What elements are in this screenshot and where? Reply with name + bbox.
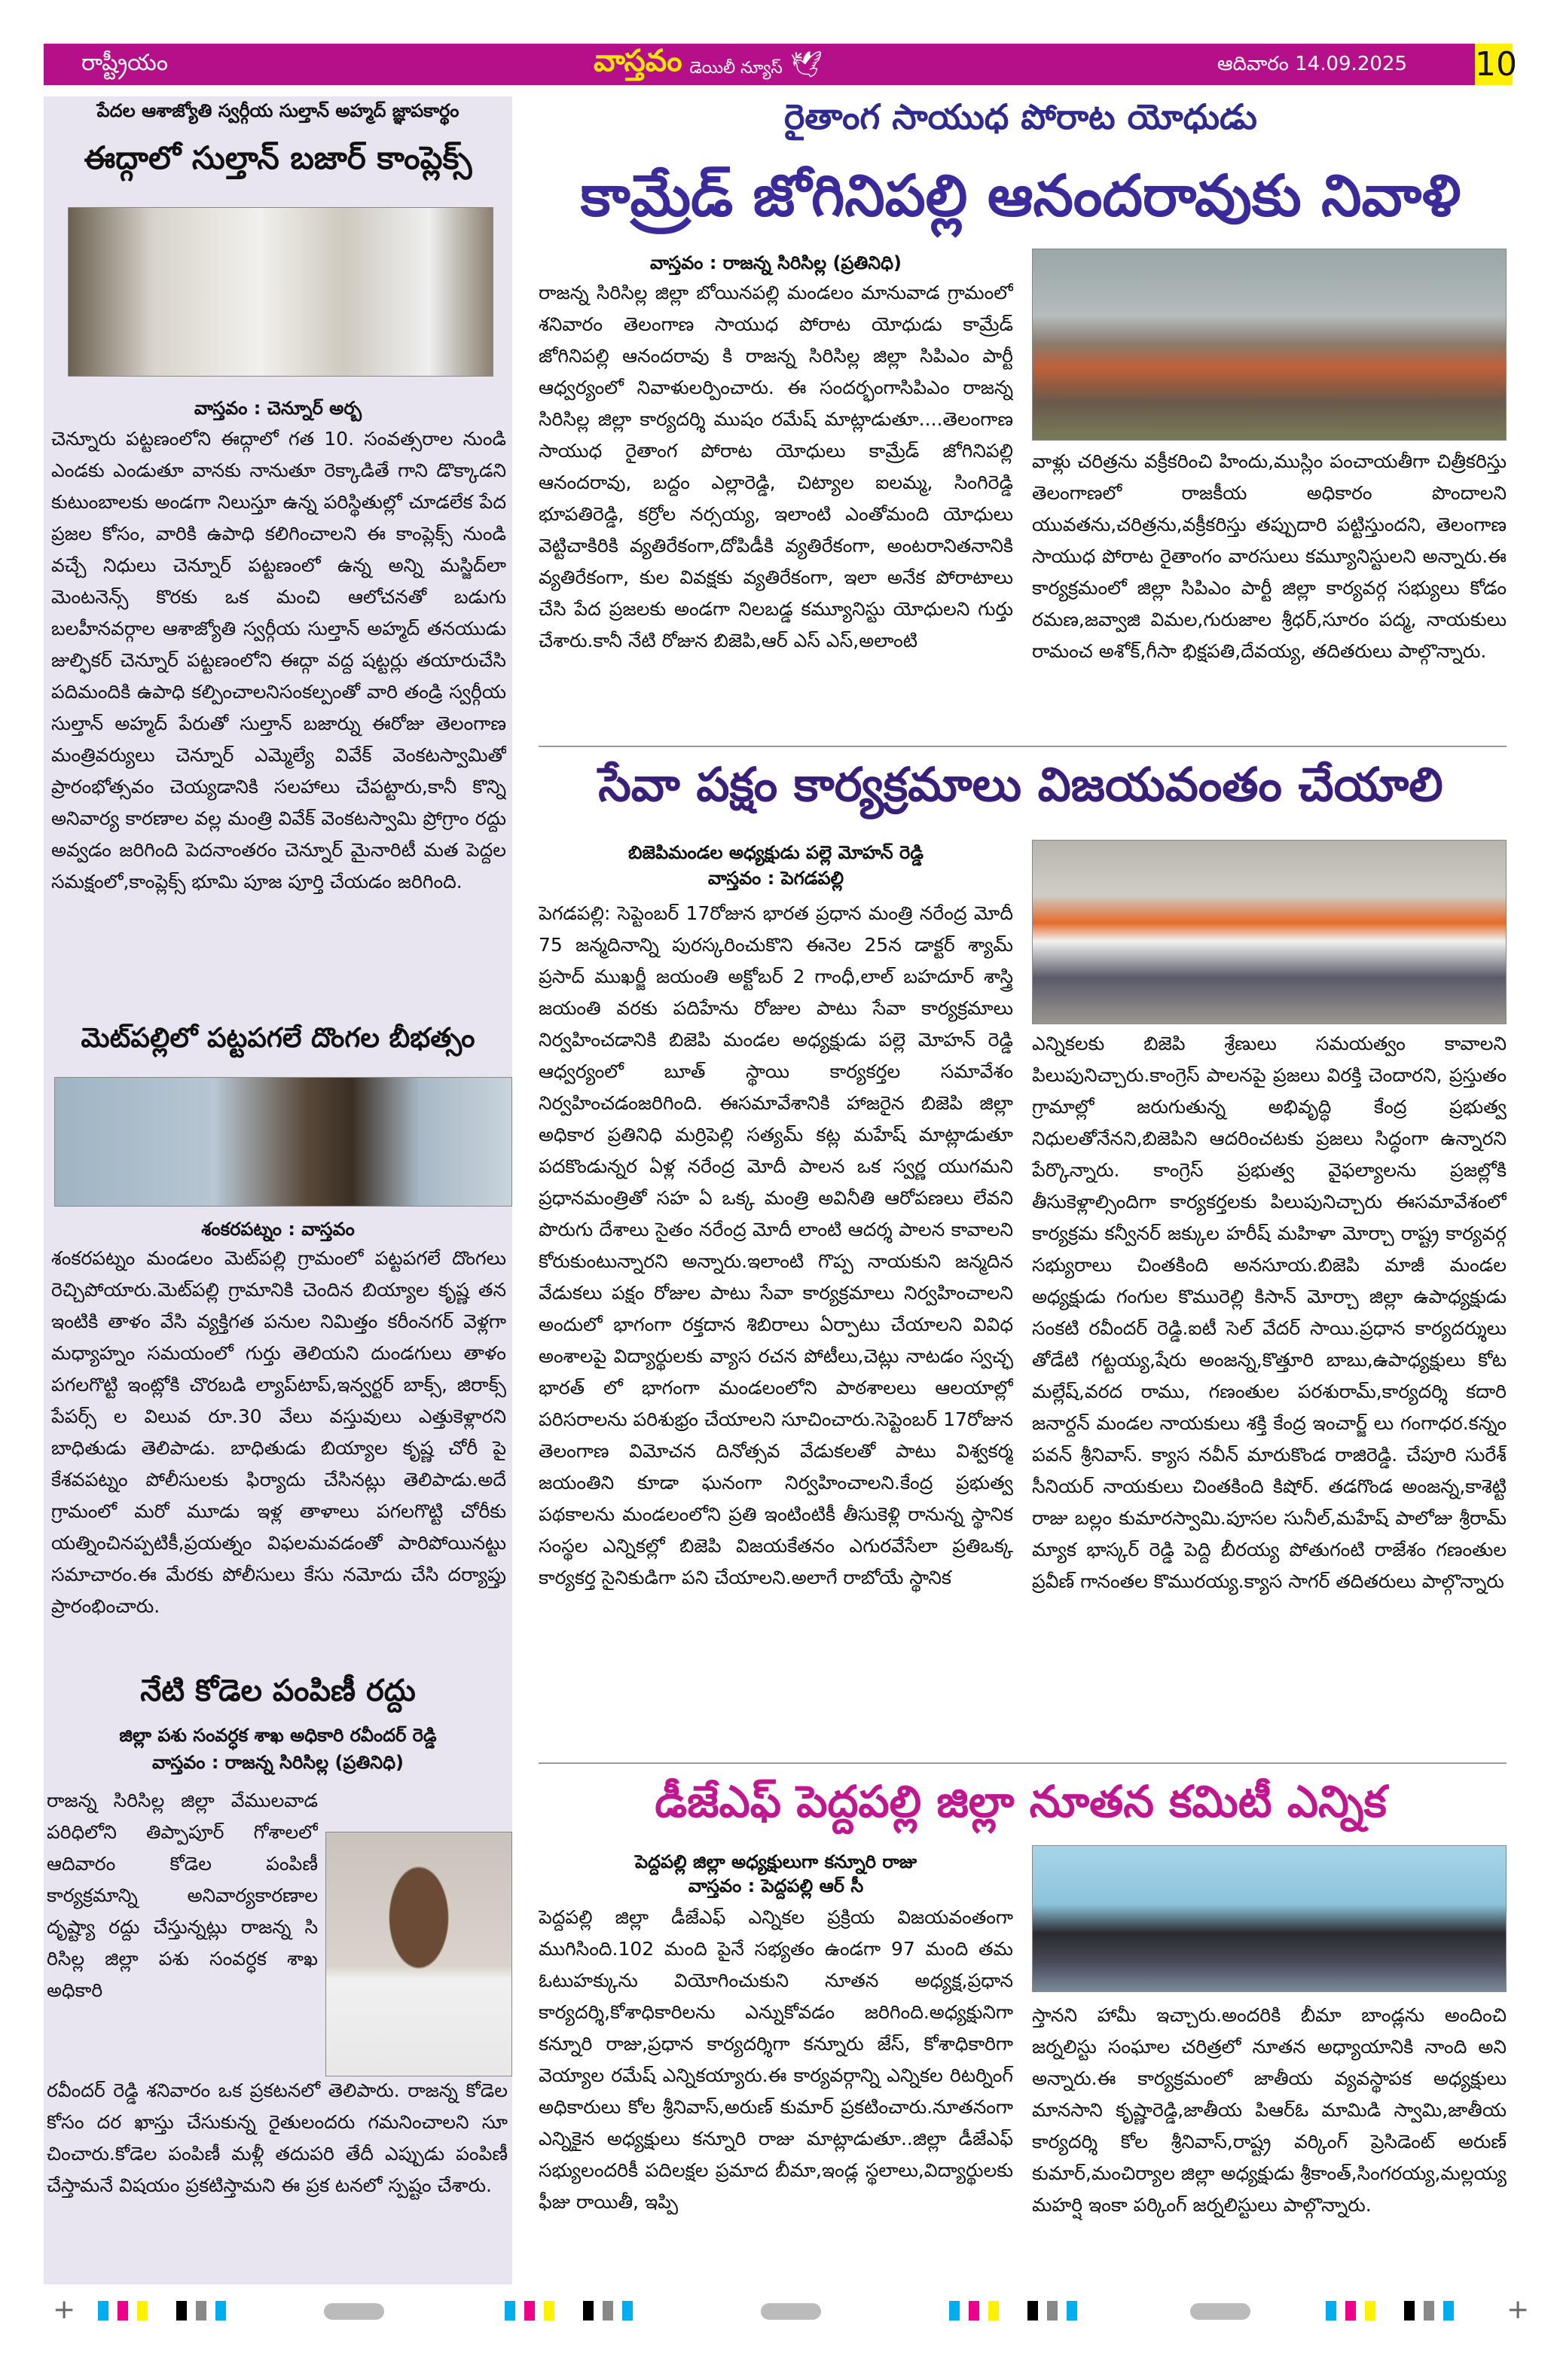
- article-subline: బిజెపిమండల అధ్యక్షుడు పల్లె మోహన్ రెడ్డి: [628, 842, 924, 863]
- divider: [539, 746, 1507, 747]
- color-bar: [544, 2301, 554, 2320]
- color-bar: [622, 2301, 633, 2320]
- color-bar: [215, 2301, 226, 2320]
- issue-date: ఆదివారం 14.09.2025: [1217, 53, 1407, 75]
- color-bar: [137, 2301, 148, 2320]
- article-dateline: వాస్తవం : రాజన్న సిరిసిల్ల (ప్రతినిధి): [649, 252, 902, 273]
- masthead-sub: డెయిలీ న్యూస్: [689, 58, 783, 78]
- article-headline: సేవా పక్షం కార్యక్రమాలు విజయవంతం చేయాలి: [598, 757, 1443, 812]
- article-subline: పెద్దపల్లి జిల్లా అధ్యక్షులుగా కన్నూరి రాజు: [634, 1851, 917, 1872]
- color-bar: [196, 2301, 206, 2320]
- page-number: 10: [1475, 45, 1517, 84]
- color-bar: [603, 2301, 613, 2320]
- article-dateline: వాస్తవం : పెగడపల్లి: [707, 868, 844, 889]
- gray-registration-pill: [324, 2303, 384, 2320]
- color-bar: [1385, 2301, 1395, 2320]
- photo-meeting-speakers: [68, 207, 493, 377]
- color-bar: [98, 2301, 108, 2320]
- photo-official-portrait: [325, 1832, 512, 2076]
- color-bar: [505, 2301, 515, 2320]
- page-banner: [44, 44, 1475, 85]
- color-bar: [563, 2301, 574, 2320]
- article-subline: జిల్లా పశు సంవర్ధక శాఖ అధికారి రవీందర్ రెడ్డి: [119, 1725, 437, 1746]
- color-bar: [1047, 2301, 1058, 2320]
- article-dateline: శంకరపట్నం : వాస్తవం: [201, 1219, 355, 1240]
- article-body: రాజన్న సిరిసిల్ల జిల్లా బోయినపల్లి మండలం మానువాడ గ్రామంలో శనివారం తెలంగాణ సాయుధ పోరాట యోధుడు కామ్రేడ్ జోగినిపల్లి ఆనందరావు కి రాజన్న సిరిసిల్ల జిల్లా సిపిఎం పార్టీ ఆధ్వర్యంలో నివాళులర్పించారు. ఈ సందర్భంగాసిపిఎం రాజన్న సిరిసిల్ల జిల్లా కార్యదర్శి ముషం రమేష్ మాట్లాడుతూ....తెలంగాణ సాయుధ రైతాంగ పోరాట యోధులు కామ్రేడ్ జోగినిపల్లి ఆనందరావు, బద్దం ఎల్లారెడ్డి, చిట్యాల ఐలమ్మ, సింగిరెడ్డి భూపతిరెడ్డి, కర్రోల నర్సయ్య, ఇలాంటి ఎంతోమంది యోధులు వెట్టిచాకిరికి వ్యతిరేకంగా,దోపిడీకి వ్యతిరేకంగా, అంటరానితనానికి వ్యతిరేకంగా, కుల వివక్షకు వ్యతిరేకంగా, ఇలా అనేక పోరాటాలు చేసి పేద ప్రజలకు అండగా నిలబడ్డ కమ్యూనిస్టు యోధులని గుర్తు చేశారు.కానీ నేటి రోజున బిజెపి,ఆర్ ఎస్ ఎస్,అలాంటి: [539, 282, 1013, 651]
- color-bar: [176, 2301, 187, 2320]
- article-kicker: పేదల ఆశాజ్యోతి స్వర్గీయ సుల్తాన్ అహ్మద్ జ్ఞాపకార్థం: [96, 100, 459, 121]
- article-body: ఎన్నికలకు బిజెపి శ్రేణులు సమయత్వం కావాలని పిలుపునిచ్చారు.కాంగ్రెస్ పాలనపై ప్రజలు విరక్తి చెందారని, ప్రస్తుతం గ్రామాల్లో జరుగుతున్న అభివృద్ధి కేంద్ర ప్రభుత్వ నిధులతోనేనని,బిజెపిని ఆదరించటకు ప్రజలు సిద్ధంగా ఉన్నారని పేర్కొన్నారు. కాంగ్రెస్ ప్రభుత్వ వైఫల్యాలను ప్రజల్లోకి తీసుకెళ్లాల్సిందిగా కార్యకర్తలకు పిలుపునిచ్చారు ఈసమావేశంలో కార్యక్రమ కన్వీనర్ జక్కుల హరీష్ మహిళా మోర్చా రాష్ట్ర కార్యవర్గ సభ్యురాలు చింతకింది అనసూయ.బిజెపి మాజీ మండల అధ్యక్షుడు గంగుల కొమురెల్లి కిసాన్ మోర్చా జిల్లా ఉపాధ్యక్షుడు సంకటి రవీందర్ రెడ్డి.ఐటీ సెల్ వేదర్ సాయి.ప్రధాన కార్యదర్శులు తోడేటి గట్టయ్య,షేరు అంజన్న,కొత్తూరి బాబు,ఉపాధ్యక్షులు కోట మల్లేష్,వరద రాము, గణంతుల పరశురామ్,కార్యదర్శి కదారి జనార్దన్ మండల నాయకులు శక్తి కేంద్ర ఇంచార్జ్ లు గంగాధర.కన్నం పవన్ శ్రీనివాస్. క్యాస నవీన్ మారుకొండ రాజిరెడ్డి. చేపూరి సురేశ్ సీనియర్ నాయకులు చింతకింది కిషోర్. తడగొండ అంజన్న,కాశెట్టి రాజు బల్లం కుమారస్వామి.పూసల సునీల్,మహేష్ పాలోజు శ్రీరామ్ మ్యాక భాస్కర్ రెడ్డి పెద్ది బీరయ్య పోతుగంటి రాజేశం గణంతుల ప్రవీణ్ గానంతల కొమురయ్య.క్యాస సాగర్ తదితరులు పాల్గొన్నారు: [1032, 1033, 1507, 1592]
- color-bar: [1027, 2301, 1038, 2320]
- article-headline: ఈద్గాలో సుల్తాన్ బజార్ కాంప్లెక్స్: [84, 139, 472, 176]
- color-bar: [1424, 2301, 1434, 2320]
- crop-mark-icon: +: [53, 2294, 76, 2325]
- color-bar: [1443, 2301, 1454, 2320]
- article-body: చెన్నూరు పట్టణంలోని ఈద్గాలో గత 10. సంవత్సరాల నుండి ఎండకు ఎండుతూ వానకు నానుతూ రెక్కాడితే గాని డొక్కాడని కుటుంబాలకు అండగా నిలుస్తూ ఉన్న పరిస్థితుల్లో చూడలేక పేద ప్రజల కోసం, వారికి ఉపాధి కలిగించాలని ఈ కాంప్లెక్స్ నుండి వచ్చే నిధులు చెన్నూర్ పట్టణంలో ఉన్న అన్ని మస్జిద్‌లా మెంటనెన్స్ కొరకు ఒక మంచి ఆలోచనతో బడుగు బలహీనవర్గాల ఆశాజ్యోతి స్వర్గీయ సుల్తాన్ అహ్మద్ తనయుడు జుల్ఫికర్ చెన్నూర్ పట్టణంలోని ఈద్గా వద్ద షట్టర్లు తయారుచేసి పదిమందికి ఉపాధి కల్పించాలనిసంకల్పంతో వారి తండ్రి స్వర్గీయ సుల్తాన్ అహ్మద్ పేరుతో సుల్తాన్ బజార్ను ఈరోజు తెలంగాణ మంత్రివర్యులు చెన్నూర్ ఎమ్మెల్యే వివేక్ వెంకటస్వామితో ప్రారంభోత్సవం చెయ్యడానికి సలహాలు చేపట్టారు,కానీ కొన్ని అనివార్య కారణాల వల్ల మంత్రి వివేక్ వెంకటస్వామి ప్రోగ్రాం రద్దు అవ్వడం జరిగింది పెదనాంతరం చెన్నూర్ మైనారిటీ మత పెద్దల సమక్షంలో,కాంప్లెక్స్ భూమి పూజ పూర్తి చేయడం జరిగింది.: [51, 428, 506, 892]
- article-headline: మెట్‌పల్లిలో పట్టపగలే దొంగల బీభత్సం: [81, 1023, 475, 1054]
- masthead: [594, 44, 823, 85]
- color-bar: [1404, 2301, 1415, 2320]
- article-body: రాజన్న సిరిసిల్ల జిల్లా వేములవాడ పరిధిలోని తిప్పాపూర్ గోశాలలో ఆదివారం కోడెల పంపిణీ కార్యక్రమాన్ని అనివార్యకారణాల దృష్ట్యా రద్దు చేస్తున్నట్లు రాజన్న సి రిసిల్ల జిల్లా పశు సంవర్ధక శాఖ అధికారి: [47, 1790, 318, 2001]
- color-bar: [1345, 2301, 1356, 2320]
- gray-registration-pill: [761, 2303, 821, 2320]
- crop-mark-icon: +: [1507, 2294, 1530, 2325]
- article-body: వాళ్లు చరిత్రను వక్రీకరించి హిందు,ముస్లిం పంచాయతీగా చిత్రీకరిస్తు తెలంగాణలో రాజకీయ అధికారం పొందాలని యువతను,చరిత్రను,వక్రీకరిస్తు తప్పుదారి పట్టిస్తుందని, తెలంగాణ సాయుధ పోరాట రైతాంగం వారసులు కమ్యూనిస్టులని అన్నారు.ఈ కార్యక్రమంలో జిల్లా సిపిఎం పార్టీ జిల్లా కార్యవర్గ సభ్యులు కోడం రమణ,జవ్వాజి విమల,గురుజాల శ్రీధర్,సూరం పద్మ, నాయకులు రామంచ అశోక్,గీసా భిక్షపతి,దేవయ్య, తదితరులు పాల్గొన్నారు.: [1032, 450, 1507, 662]
- article-dateline: వాస్తవం : చెన్నూర్ అర్బ: [194, 398, 362, 419]
- divider: [539, 1762, 1507, 1764]
- color-bar: [1365, 2301, 1375, 2320]
- article-body: శంకరపట్నం మండలం మెట్‌పల్లి గ్రామంలో పట్టపగలే దొంగలు రెచ్చిపోయారు.మెట్‌పల్లి గ్రామానికి చెందిన బియ్యాల కృష్ణ తన ఇంటికి తాళం వేసి వ్యక్తిగత పనుల నిమిత్తం కరీంనగర్ వెళ్లగా మధ్యాహ్నం సమయంలో గుర్తు తెలియని దుండగులు తాళం పగలగొట్టి ఇంట్లోకి చొరబడి ల్యాప్‌టాప్,ఇన్వర్టర్ బాక్స్, జిరాక్స్ పేపర్స్ ల విలువ రూ.30 వేలు వస్తువులు ఎత్తుకెళ్లారని బాధితుడు తెలిపాడు. బాధితుడు బియ్యాల కృష్ణ చోరీ పై కేశవపట్నం పోలీసులకు ఫిర్యాదు చేసినట్లు తెలిపాడు.అదే గ్రామంలో మరో మూడు ఇళ్ల తాళాలు పగలగొట్టి చోరీకు యత్నించినప్పటికీ,ప్రయత్నం విఫలమవడంతో పారిపోయినట్టు సమాచారం.ఈ మేరకు పోలీసులు కేసు నమోదు చేసి దర్యాప్తు ప్రారంభించారు.: [51, 1247, 506, 1617]
- article-body: స్తానని హామీ ఇచ్చారు.అందరికి బీమా బాండ్లను అందించి జర్నలిస్టు సంఘాల చరిత్రలో నూతన అధ్యాయానికి నాంది అని అన్నారు.ఈ కార్యక్రమంలో జాతీయ వ్యవస్థాపక అధ్యక్షులు మానసాని కృష్ణారెడ్డి,జాతీయ పిఆర్ఓ మామిడి స్వామి,జాతీయ కార్యదర్శి కోల శ్రీనివాస్,రాష్ట్ర వర్కింగ్ ప్రెసిడెంట్ అరుణ్ కుమార్,మంచిర్యాల జిల్లా అధ్యక్షుడు శ్రీకాంత్,సింగరయ్య,మల్లయ్య మహర్షి ఇంకా పర్కింగ్ జర్నలిస్టులు పాల్గొన్నారు.: [1032, 2004, 1507, 2216]
- color-bar: [1067, 2301, 1077, 2320]
- color-bar: [969, 2301, 979, 2320]
- color-bar: [157, 2301, 167, 2320]
- article-dateline: వాస్తవం : పెద్దపల్లి ఆర్ సీ: [688, 1875, 864, 1896]
- color-bar: [118, 2301, 128, 2320]
- color-bar: [583, 2301, 594, 2320]
- color-bar: [988, 2301, 999, 2320]
- article-headline: కామ్రేడ్ జోగినిపల్లి ఆనందరావుకు నివాళి: [580, 162, 1461, 229]
- section-label: రాష్ట్రీయం: [81, 50, 168, 76]
- color-bar: [949, 2301, 960, 2320]
- article-body: పెద్దపల్లి జిల్లా డీజేఎఫ్ ఎన్నికల ప్రక్రియ విజయవంతంగా ముగిసింది.102 మంది పైనే సభ్యతం ఉండగా 97 మంది తమ ఓటుహక్కును వియోగించుకుని నూతన అధ్యక్ష,ప్రధాన కార్యదర్శి,కోశాధికారిలను ఎన్నుకోవడం జరిగింది.అధ్యక్షునిగా కన్నూరి రాజు,ప్రధాన కార్యదర్శిగా కన్నూరు జేస్, కోశాధికారిగా వెయ్యాల రమేష్ ఎన్నికయ్యారు.ఈ కార్యవర్గాన్ని ఎన్నికల రిటర్నింగ్ అధికారులు కోల శ్రీనివాస్,అరుణ్ కుమార్ ప్రకటించారు.నూతనంగా ఎన్నికైన అధ్యక్షులు కన్నూరి రాజు మాట్లాడుతూ..జిల్లా డీజేఎఫ్ సభ్యులందరికీ పదిలక్షల ప్రమాద బీమా,ఇండ్ల స్థలాలు,విద్యార్థులకు ఫీజు రాయితీ, ఇప్పి: [539, 1906, 1013, 2213]
- color-bar: [1008, 2301, 1018, 2320]
- article-dateline: వాస్తవం : రాజన్న సిరిసిల్ల (ప్రతినిధి): [151, 1752, 405, 1773]
- photo-house-door: [54, 1077, 512, 1207]
- photo-tribute-gathering: [1032, 249, 1507, 441]
- photo-bjp-meeting: [1032, 840, 1507, 1024]
- article-headline: డీజేఎఫ్ పెద్దపల్లి జిల్లా నూతన కమిటీ ఎన్నిక: [655, 1776, 1387, 1827]
- photo-committee-members: [1032, 1845, 1507, 1992]
- article-body: పెగడపల్లి: సెప్టెంబర్ 17రోజున భారత ప్రధాన మంత్రి నరేంద్ర మోదీ 75 జన్మదినాన్ని పురస్కరించుకొని ఈనెల 25న డాక్టర్ శ్యామ్ ప్రసాద్ ముఖర్జీ జయంతి అక్టోబర్ 2 గాంధీ,లాల్ బహదూర్ శాస్త్రి జయంతి వరకు పదిహేను రోజుల పాటు సేవా కార్యక్రమాలు నిర్వహించడానికి బిజెపి మండల అధ్యక్షుడు పల్లె మోహన్ రెడ్డి ఆధ్వర్యంలో బూత్ స్థాయి కార్యకర్తల సమావేశం నిర్వహించడంజరిగింది. ఈసమావేశానికి హాజరైన బిజెపి జిల్లా అధికార ప్రతినిధి మర్రిపెల్లి సత్యమ్ కట్ల మహేష్ మాట్లాడుతూ పదకొండున్నర ఏళ్ల నరేంద్ర మోదీ పాలన ఒక స్వర్ణ యుగమని ప్రధానమంత్రితో సహ ఏ ఒక్క మంత్రి అవినీతి ఆరోపణలు లేవని పొరుగు దేశాలు సైతం నరేంద్ర మోదీ లాంటి ఆదర్శ పాలన కావాలని కోరుకుంటున్నారని అన్నారు.ఇలాంటి గొప్ప నాయకుని జన్మదిన వేడుకలు పక్షం రోజుల పాటు సేవా కార్యక్రమాలు నిర్వహించాలని అందులో భాగంగా రక్తదాన శిబిరాలు ఏర్పాటు చేయాలని వివిధ అంశాలపై విద్యార్థులకు వ్యాస రచన పోటీలు,చెట్లు నాటడం స్వచ్ఛ భారత్ లో భాగంగా మండలంలోని పాఠశాలలు ఆలయాల్లో పరిసరాలను పరిశుభ్రం చేయాలని సూచించారు.సెప్టెంబర్ 17రోజున తెలంగాణ విమోచన దినోత్సవ వేడుకలతో పాటు విశ్వకర్మ జయంతిని కూడా ఘనంగా నిర్వహించాలని.కేంద్ర ప్రభుత్వ పథకాలను మండలంలోని ప్రతి ఇంటింటికీ తీసుకెళ్లి రానున్న స్థానిక సంస్థల ఎన్నికల్లో బిజెపి విజయకేతనం ఎగురవేసేలా ప్రతిఒక్క కార్యకర్త సైనికుడిగా పని చేయాలని.అలాగే రాబోయే స్థానిక: [539, 902, 1013, 1588]
- masthead-name: వాస్తవం: [594, 43, 682, 78]
- article-headline: నేటి కోడెల పంపిణీ రద్దు: [140, 1674, 416, 1708]
- gray-registration-pill: [1190, 2303, 1250, 2320]
- color-bar: [524, 2301, 535, 2320]
- article-kicker: రైతాంగ సాయుధ పోరాట యోధుడు: [784, 96, 1257, 137]
- bird-logo-icon: 🕊: [789, 49, 823, 80]
- color-bar: [1326, 2301, 1336, 2320]
- article-body: రవీందర్ రెడ్డి శనివారం ఒక ప్రకటనలో తెలిపారు. రాజన్న కోడెల కోసం దర ఖాస్తు చేసుకున్న రైతులందరు గమనించాలని సూ చించారు.కోడెల పంపిణీ మళ్లీ తదుపరి తేదీ ఎప్పుడు పంపిణీ చేస్తామనే విషయం ప్రకటిస్తామని ఈ ప్రక టనలో స్పష్టం చేశారు.: [47, 2079, 508, 2196]
